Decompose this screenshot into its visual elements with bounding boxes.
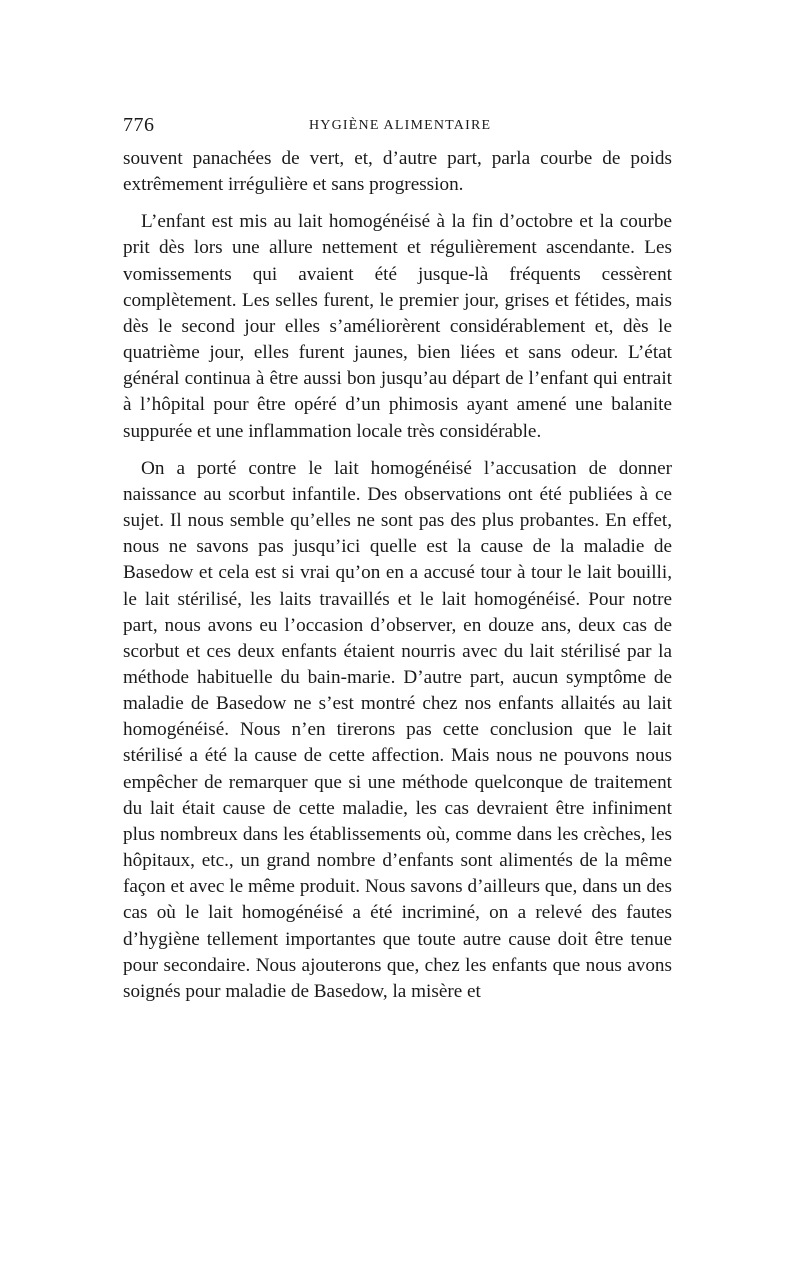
paragraph-continuation: souvent panachées de vert, et, d’autre part, parla courbe de poids extrêmement irrégulière et sans progression. [123, 148, 672, 196]
page-header [123, 114, 672, 138]
body-text [123, 146, 672, 1005]
paragraph-scurvy-discussion: On a porté contre le lait homogénéisé l’accusation de donner naissance au scorbut infantile. Des observations ont été publiées à ce sujet. Il nous semble qu’elles ne sont pas des plus probantes. En effet, nous ne savons pas jusqu’ici quelle est la cause de la maladie de Basedow et cela est si vrai qu’on en a accusé tour à tour le lait bouilli, le lait stérilisé, les laits travaillés et le lait homogénéisé. Pour notre part, nous avons eu l’occasion d’observer, en douze ans, deux cas de scorbut et ces deux enfants étaient nourris avec du lait stérilisé par la méthode habituelle du bain-marie. D’autre part, aucun symptôme de maladie de Basedow ne s’est montré chez nos enfants allaités au lait homogénéisé. Nous n’en tirerons pas cette conclusion que le lait stérilisé a été la cause de cette affection. Mais nous ne pouvons nous empêcher de remarquer que si une méthode quelconque de traitement du lait était cause de cette maladie, les cas devraient être infiniment plus nombreux dans les établissements où, comme dans les crèches, les hôpitaux, etc., un grand nombre d’enfants sont alimentés de la même façon et avec le même produit. Nous savons d’ailleurs que, dans un des cas où le lait homogénéisé a été incriminé, on a relevé des fautes d’hygiène tellement importantes que toute autre cause doit être tenue pour secondaire. Nous ajouterons que, chez les enfants que nous avons soignés pour maladie de Basedow, la misère et [123, 457, 672, 1002]
page-number: 776 [123, 114, 155, 136]
running-title: HYGIÈNE ALIMENTAIRE [309, 118, 492, 133]
paragraph-case-observation: L’enfant est mis au lait homogénéisé à la fin d’octobre et la courbe prit dès lors une allure nettement et régulièrement ascendante. Les vomissements qui avaient été jusque-là fréquents cessèrent complètement. Les selles furent, le premier jour, grises et fétides, mais dès le second jour elles s’améliorèrent considérablement et, dès le quatrième jour, elles furent jaunes, bien liées et sans odeur. L’état général continua à être aussi bon jusqu’au départ de l’enfant qui entrait à l’hôpital pour être opéré d’un phimosis ayant amené une balanite suppurée et une inflammation locale très considérable. [123, 211, 672, 442]
